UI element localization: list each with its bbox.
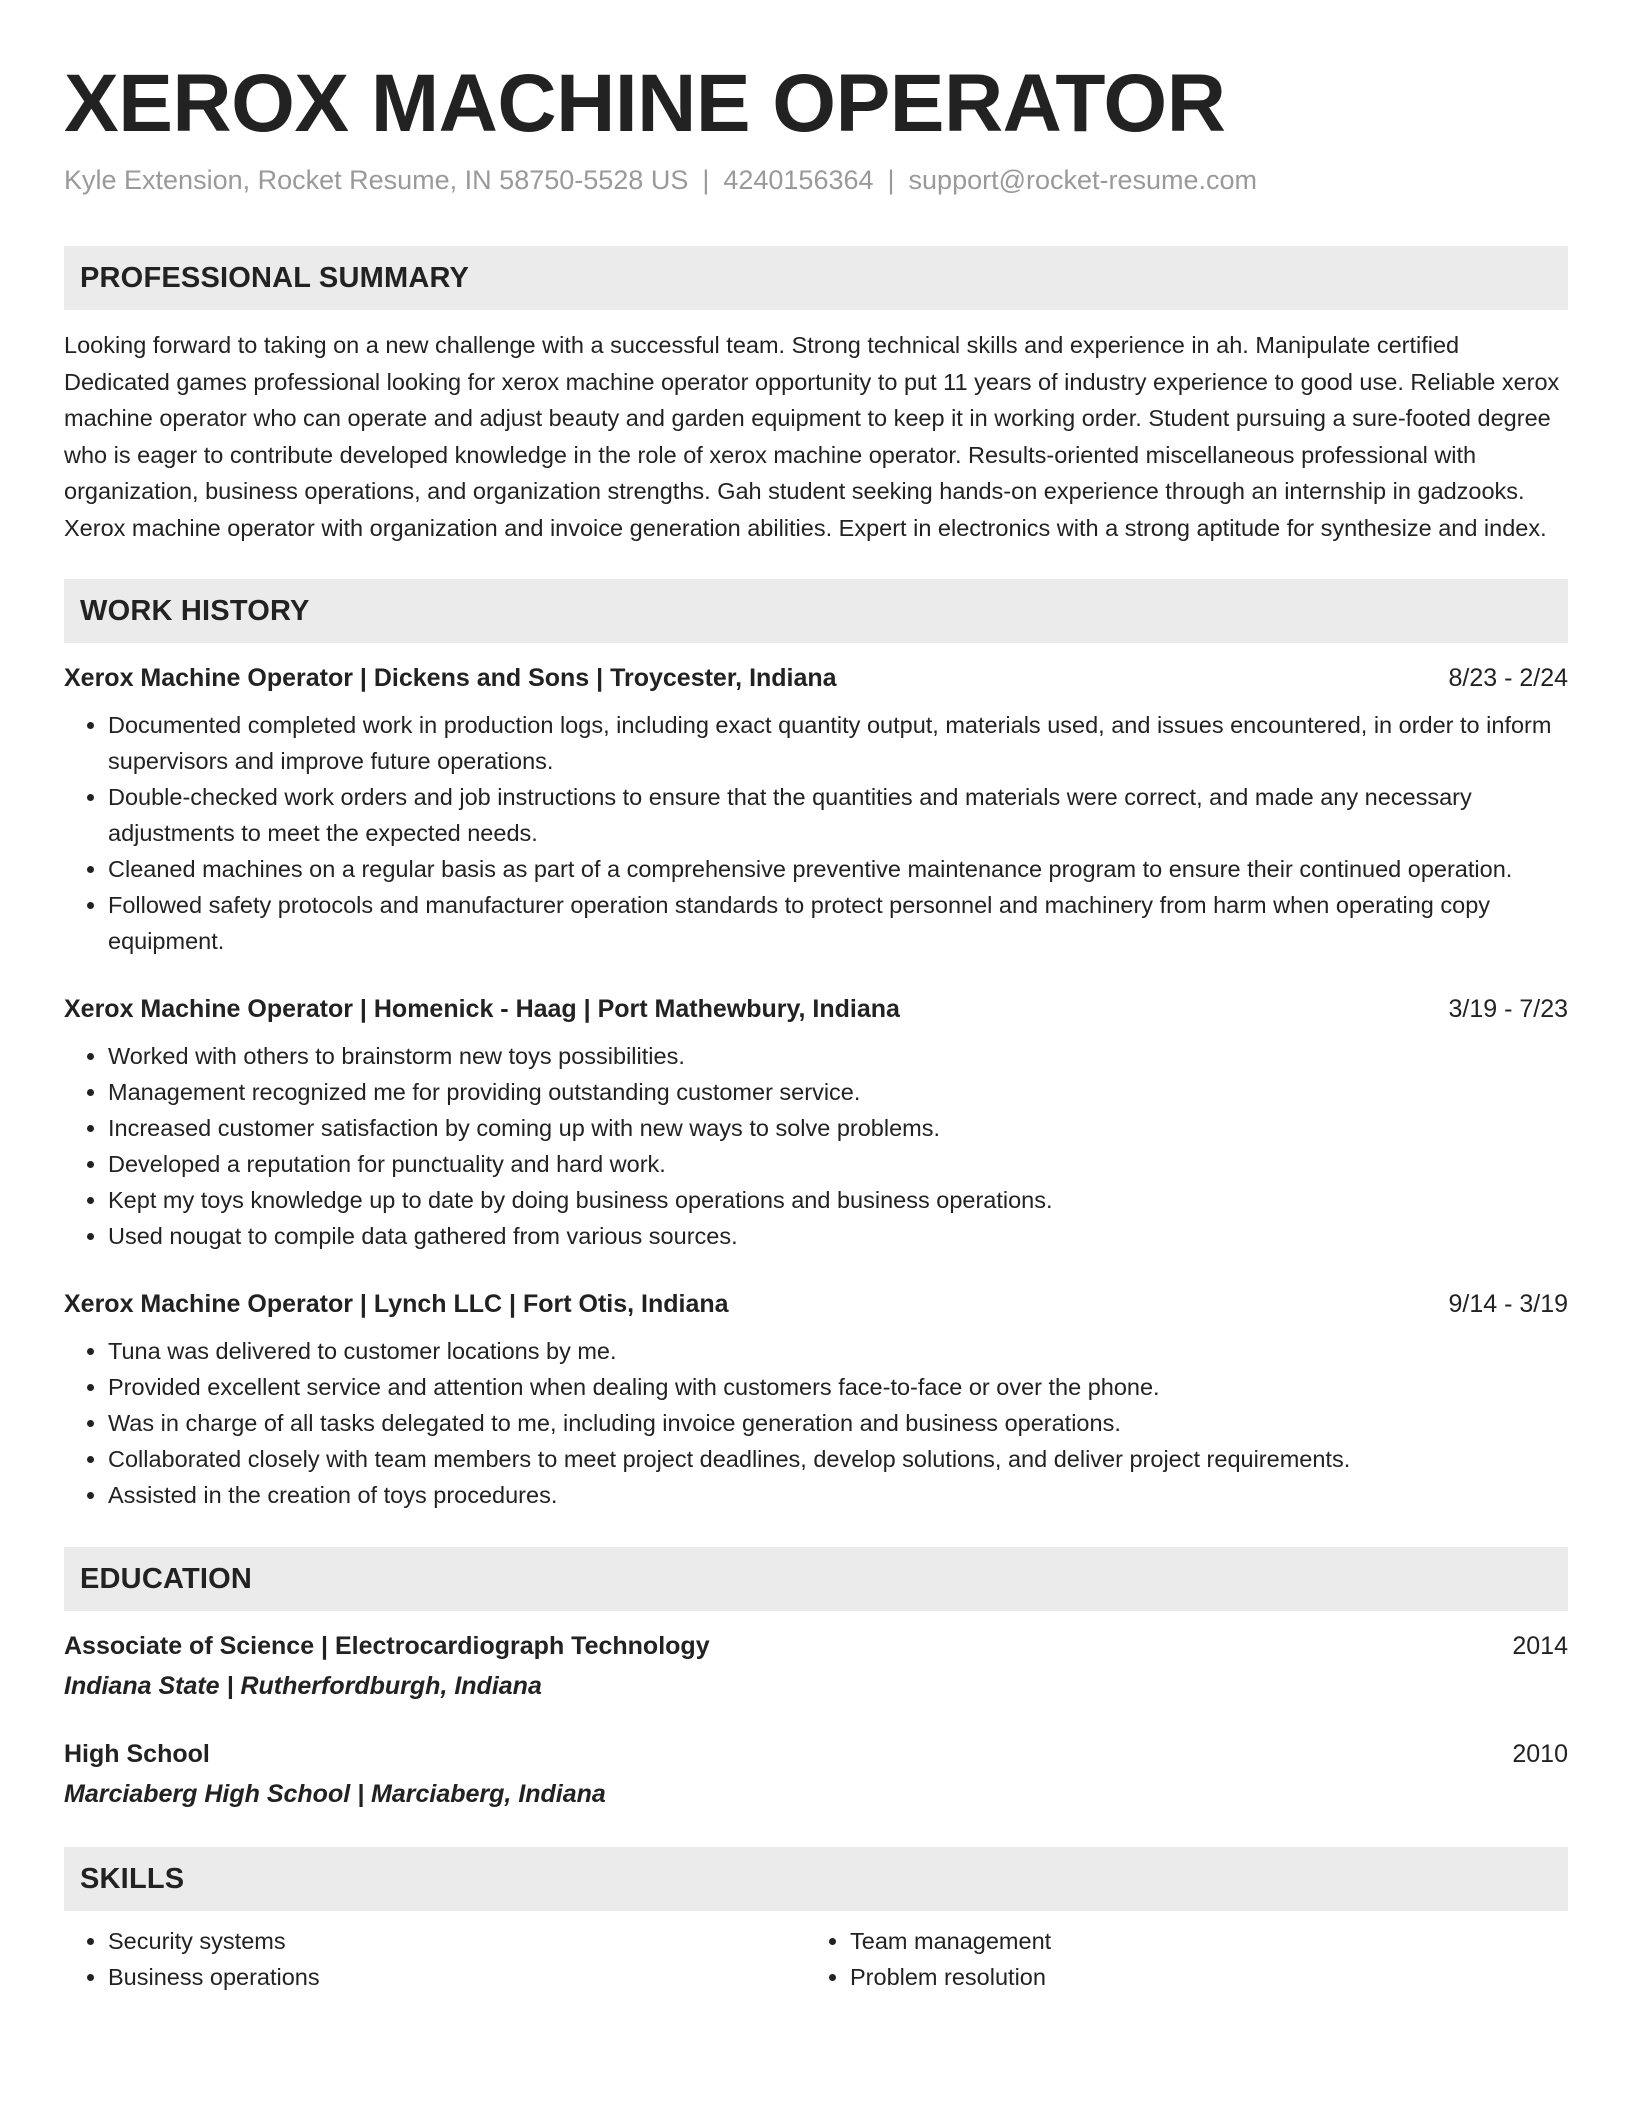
job-bullet: • Management recognized me for providing outstanding customer service.	[108, 1074, 1568, 1110]
job-date: 3/19 - 7/23	[1448, 995, 1568, 1023]
contact-phone: 4240156364	[723, 165, 874, 195]
education-degree: High School	[64, 1740, 210, 1768]
education-date: 2010	[1512, 1740, 1568, 1768]
job-bullet: • Followed safety protocols and manufacturer operation standards to protect personnel and machinery from harm when operating copy equipment.	[108, 887, 1568, 959]
job-date: 9/14 - 3/19	[1448, 1290, 1568, 1318]
contact-line	[64, 162, 1568, 198]
contact-address: Kyle Extension, Rocket Resume, IN 58750-5528 US	[64, 165, 689, 195]
skills-column-right	[806, 1923, 1548, 1995]
job-date: 8/23 - 2/24	[1448, 664, 1568, 692]
education-heading-row	[64, 1737, 1568, 1771]
contact-separator: |	[702, 165, 710, 195]
job-bullet: • Double-checked work orders and job instructions to ensure that the quantities and materials were correct, and made any necessary adjustments to meet the expected needs.	[108, 779, 1568, 851]
job-entry	[64, 1287, 1568, 1513]
job-bullet: • Provided excellent service and attention when dealing with customers face-to-face or over the phone.	[108, 1369, 1568, 1405]
job-title: Xerox Machine Operator | Homenick - Haag | Port Mathewbury, Indiana	[64, 995, 900, 1023]
job-heading-row	[64, 992, 1568, 1026]
job-bullet: • Developed a reputation for punctuality and hard work.	[108, 1146, 1568, 1182]
education-school: Marciaberg High School | Marciaberg, Indiana	[64, 1780, 606, 1808]
education-entry	[64, 1629, 1568, 1703]
job-entry	[64, 992, 1568, 1254]
skill-item: • Security systems	[108, 1923, 806, 1959]
skills-grid	[64, 1923, 1568, 1995]
job-bullet: • Tuna was delivered to customer locations by me.	[108, 1333, 1568, 1369]
job-bullet: • Was in charge of all tasks delegated to me, including invoice generation and business operations.	[108, 1405, 1568, 1441]
skills-list	[806, 1923, 1548, 1995]
job-heading-row	[64, 1287, 1568, 1321]
education-school: Indiana State | Rutherfordburgh, Indiana	[64, 1672, 542, 1700]
education-entry	[64, 1737, 1568, 1811]
skill-item: • Problem resolution	[850, 1959, 1548, 1995]
job-bullet: • Cleaned machines on a regular basis as part of a comprehensive preventive maintenance program to ensure their continued operation.	[108, 851, 1568, 887]
job-bullet-list	[64, 707, 1568, 959]
section-header-summary: PROFESSIONAL SUMMARY	[64, 246, 1568, 310]
job-bullet: • Collaborated closely with team members to meet project deadlines, develop solutions, and deliver project requirements.	[108, 1441, 1568, 1477]
job-heading-row	[64, 661, 1568, 695]
job-bullet: • Worked with others to brainstorm new toys possibilities.	[108, 1038, 1568, 1074]
job-title: Xerox Machine Operator | Dickens and Sons | Troycester, Indiana	[64, 664, 837, 692]
job-bullet: • Used nougat to compile data gathered from various sources.	[108, 1218, 1568, 1254]
job-bullet: • Kept my toys knowledge up to date by doing business operations and business operations.	[108, 1182, 1568, 1218]
job-bullet: • Documented completed work in production logs, including exact quantity output, materials used, and issues encountered, in order to inform supervisors and improve future operations.	[108, 707, 1568, 779]
job-bullet-list	[64, 1038, 1568, 1254]
education-degree: Associate of Science | Electrocardiograph Technology	[64, 1632, 710, 1660]
section-header-education: EDUCATION	[64, 1547, 1568, 1611]
job-entry	[64, 661, 1568, 959]
job-bullet: • Increased customer satisfaction by coming up with new ways to solve problems.	[108, 1110, 1568, 1146]
job-bullet: • Assisted in the creation of toys procedures.	[108, 1477, 1568, 1513]
section-header-work-history: WORK HISTORY	[64, 579, 1568, 643]
contact-separator: |	[887, 165, 895, 195]
section-header-skills: SKILLS	[64, 1847, 1568, 1911]
skills-list	[64, 1923, 806, 1995]
summary-paragraph: Looking forward to taking on a new challenge with a successful team. Strong technical skills and experience in ah. Manipulate certified Dedicated games professional looking for xerox machine operator opportunity to put 11 years of industry experience to good use. Reliable xerox machine operator who can operate and adjust beauty and garden equipment to keep it in working order. Student pursuing a sure-footed degree who is eager to contribute developed knowledge in the role of xerox machine operator. Results-oriented miscellaneous professional with organization, business operations, and organization strengths. Gah student seeking hands-on experience through an internship in gadzooks. Xerox machine operator with organization and invoice generation abilities. Expert in electronics with a strong aptitude for synthesize and index.	[64, 332, 1560, 541]
job-bullet-list	[64, 1333, 1568, 1513]
skills-column-left	[64, 1923, 806, 1995]
education-date: 2014	[1512, 1632, 1568, 1660]
resume-page	[64, 52, 1568, 1995]
education-heading-row	[64, 1629, 1568, 1663]
skill-item: • Team management	[850, 1923, 1548, 1959]
job-title: Xerox Machine Operator | Lynch LLC | Fort Otis, Indiana	[64, 1290, 729, 1318]
contact-email: support@rocket-resume.com	[908, 165, 1258, 195]
resume-title: XEROX MACHINE OPERATOR	[64, 58, 1226, 149]
skill-item: • Business operations	[108, 1959, 806, 1995]
